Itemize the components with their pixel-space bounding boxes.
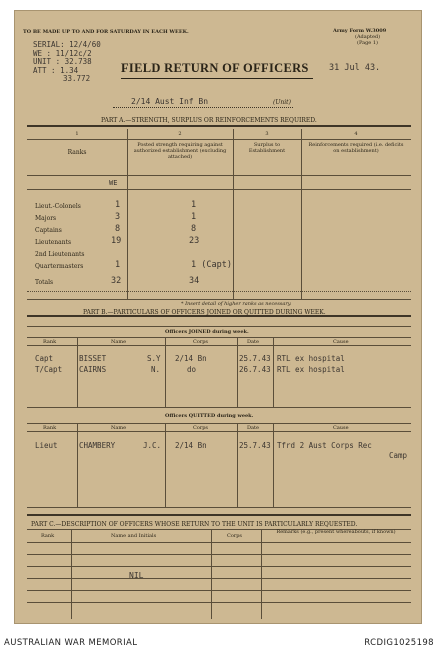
- rank-label: Lieut.-Colonels: [35, 203, 81, 210]
- rank-label: Majors: [35, 215, 57, 222]
- rule: [27, 299, 411, 300]
- rule: [127, 129, 128, 299]
- col-header: Name: [111, 425, 127, 431]
- rule: [77, 337, 78, 407]
- stamp-line: WE : 11/12c/2: [33, 48, 92, 58]
- rank-label: 2nd Lieutenants: [35, 251, 85, 258]
- part-a-heading: PART A.—STRENGTH, SURPLUS OR REINFORCEMENTS REQUIRED.: [101, 117, 317, 124]
- col-number: 2: [178, 131, 182, 137]
- part-c-heading: PART C.—DESCRIPTION OF OFFICERS WHOSE RETURN TO THE UNIT IS PARTICULARLY REQUESTED.: [31, 521, 358, 528]
- footer-reference: RCDIG1025198: [364, 638, 434, 648]
- rule: [27, 189, 411, 190]
- rank-value: Lieut: [35, 441, 58, 450]
- name-value: CHAMBERY: [79, 441, 116, 450]
- we-label: WE: [109, 179, 118, 187]
- rule: [165, 423, 166, 507]
- rule: [27, 326, 411, 327]
- rule: [77, 423, 78, 507]
- we-value: 32: [111, 276, 122, 286]
- rule: [165, 337, 166, 407]
- corps-value: do: [187, 365, 197, 374]
- we-value: 8: [115, 224, 121, 234]
- date-value: 26.7.43: [239, 365, 271, 374]
- posted-value: 1: [191, 200, 197, 210]
- rule: [27, 602, 411, 603]
- col-header: Name: [111, 339, 127, 345]
- rule: [27, 578, 411, 579]
- form-sheet: [14, 10, 422, 624]
- initials-value: N.: [151, 365, 161, 374]
- col-header: Corps: [227, 533, 242, 539]
- part-a-footnote: * Insert detail of higher ranks as necessary.: [181, 301, 292, 307]
- cause-value-continued: Camp: [389, 451, 408, 460]
- rule: [27, 139, 411, 140]
- posted-value: 34: [189, 276, 200, 286]
- unit-label: (Unit): [273, 99, 291, 106]
- unit-dotted-line: [113, 107, 293, 108]
- page-number: (Page 1): [357, 40, 378, 46]
- stamp-line: ATT : 1.34: [33, 65, 79, 75]
- serial-stamp: [33, 41, 101, 84]
- cause-value: RTL ex hospital: [277, 354, 345, 363]
- col-header: Corps: [193, 425, 208, 431]
- rule: [27, 125, 411, 127]
- top-note: TO BE MADE UP TO AND FOR SATURDAY IN EACH WEEK.: [23, 29, 189, 35]
- rule: [27, 345, 411, 346]
- name-value: CAIRNS: [79, 365, 107, 374]
- part-c-value: NIL: [129, 571, 144, 580]
- rule: [27, 566, 411, 567]
- posted-value: 8: [191, 224, 197, 234]
- col-number: 3: [265, 131, 269, 137]
- col-number: 1: [75, 131, 79, 137]
- archive-footer: [0, 626, 438, 654]
- col-number: 4: [354, 131, 358, 137]
- col-header: Corps: [193, 339, 208, 345]
- rule: [273, 423, 274, 507]
- we-value: 1: [115, 200, 121, 210]
- date-value: 25.7.43: [239, 441, 271, 450]
- rule: [237, 423, 238, 507]
- col-header-ranks: Ranks: [67, 149, 87, 156]
- rule: [27, 423, 411, 424]
- we-value: 19: [111, 236, 122, 246]
- col-header-posted: Posted strength requiring against authorized establishment (excluding attached): [133, 142, 227, 160]
- col-header-surplus: Surplus to Establishment: [248, 142, 286, 154]
- col-header: Rank: [43, 425, 57, 431]
- rank-label: Captains: [35, 227, 62, 234]
- posted-value: 1: [191, 212, 197, 222]
- stamp-line: UNIT : 32.738: [33, 57, 92, 66]
- rank-label: Quartermasters: [35, 263, 84, 270]
- army-form-note: (Adapted): [355, 34, 381, 40]
- footer-institution: AUSTRALIAN WAR MEMORIAL: [4, 638, 138, 648]
- col-header: Remarks (e.g., present whereabouts, if known): [276, 529, 396, 535]
- quitted-heading: Officers QUITTED during week.: [165, 413, 254, 419]
- rank-label: Lieutenants: [35, 239, 72, 246]
- joined-heading: Officers JOINED during week.: [165, 329, 249, 335]
- return-date: 31 Jul 43.: [329, 63, 381, 73]
- col-header: Date: [247, 339, 259, 345]
- rule: [27, 337, 411, 338]
- corps-value: 2/14 Bn: [175, 354, 207, 363]
- col-header-reinforcements: Reinforcements required (i.e. deficits on establishment): [308, 142, 404, 154]
- rule: [27, 291, 411, 292]
- part-b-heading: PART B.—PARTICULARS OF OFFICERS JOINED OR QUITTED DURING WEEK.: [83, 309, 326, 316]
- col-header: Cause: [333, 339, 349, 345]
- posted-value: 1 (Capt): [191, 260, 232, 270]
- initials-value: J.C.: [143, 441, 162, 450]
- rule: [27, 554, 411, 555]
- name-value: BISSET: [79, 354, 107, 363]
- unit-value: 2/14 Aust Inf Bn: [131, 97, 209, 106]
- title-underline: [121, 78, 313, 79]
- rank-value: T/Capt: [35, 365, 63, 374]
- cause-value: Tfrd 2 Aust Corps Rec: [277, 441, 372, 450]
- col-header: Date: [247, 425, 259, 431]
- rule: [301, 129, 302, 299]
- col-header: Cause: [333, 425, 349, 431]
- we-value: 1: [115, 260, 121, 270]
- army-form-number: Army Form W.3009: [333, 28, 387, 34]
- rule: [27, 175, 411, 176]
- date-value: 25.7.43: [239, 354, 271, 363]
- rule: [27, 514, 411, 516]
- cause-value: RTL ex hospital: [277, 365, 345, 374]
- form-title: FIELD RETURN OF OFFICERS: [121, 61, 309, 75]
- rule: [27, 431, 411, 432]
- stamp-line: SERIAL: 12/4/60: [33, 40, 101, 49]
- initials-value: S.Y: [147, 354, 161, 363]
- col-header: Name and Initials: [111, 533, 157, 539]
- rule: [273, 337, 274, 407]
- we-value: 3: [115, 212, 121, 222]
- rank-value: Capt: [35, 354, 54, 363]
- rule: [27, 407, 411, 408]
- rule: [27, 542, 411, 543]
- col-header: Rank: [43, 339, 57, 345]
- rule: [237, 337, 238, 407]
- corps-value: 2/14 Bn: [175, 441, 207, 450]
- posted-value: 23: [189, 236, 200, 246]
- col-header: Rank: [41, 533, 55, 539]
- stamp-line: 33.772: [63, 74, 91, 83]
- rule: [27, 590, 411, 591]
- rule: [27, 507, 411, 508]
- rank-label: Totals: [35, 279, 54, 286]
- rule: [233, 129, 234, 299]
